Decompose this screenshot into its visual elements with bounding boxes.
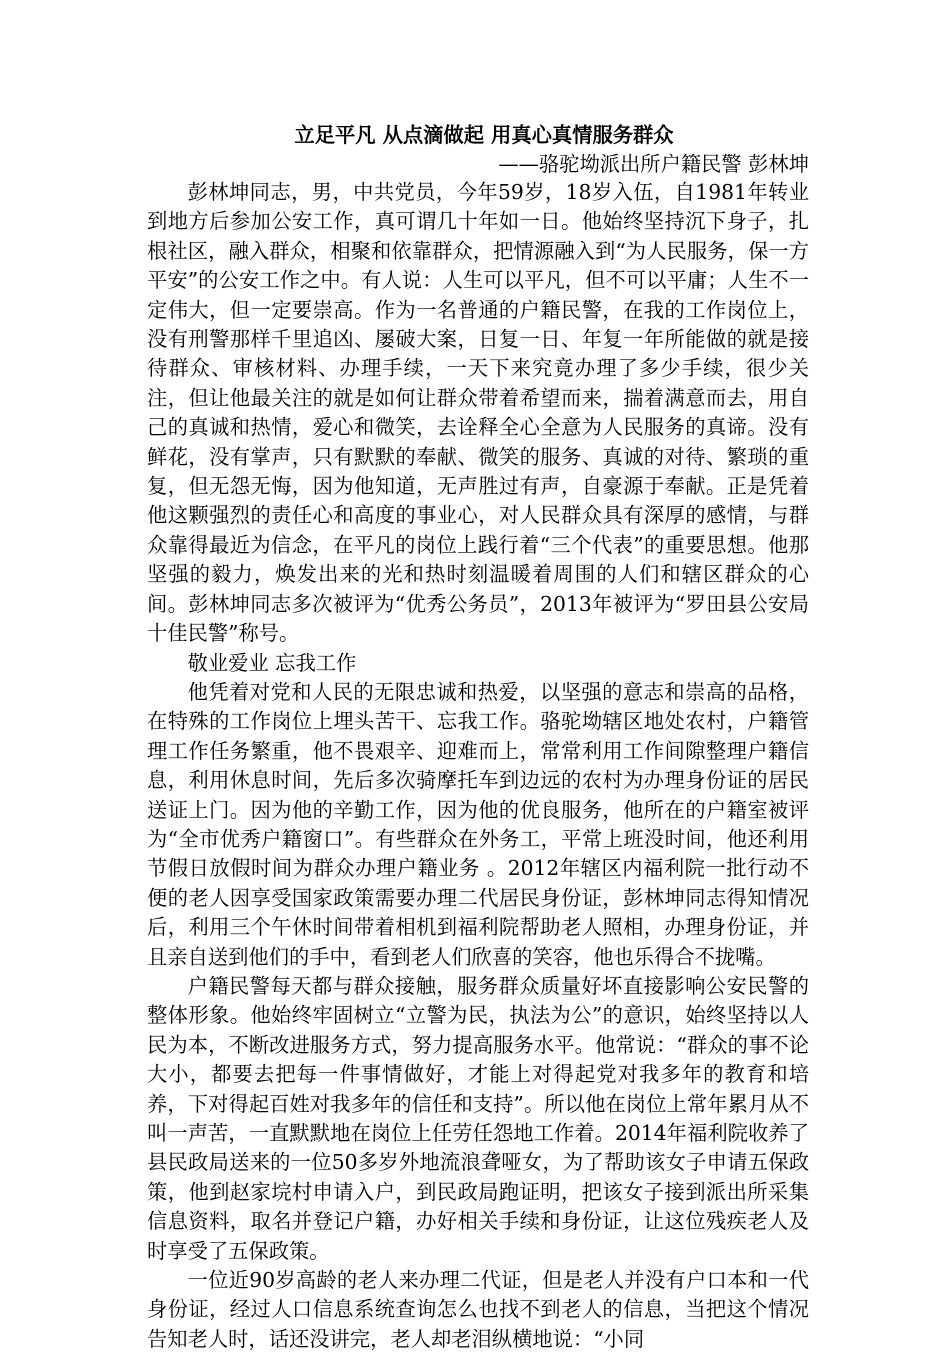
- document-title: 立足平凡 从点滴做起 用真心真情服务群众: [294, 123, 674, 147]
- section-paragraph-3: 一位近90岁高龄的老人来办理二代证，但是老人并没有户口本和一代身份证，经过人口信息系统查询怎么也找不到老人的信息，当把这个情况告知老人时，话还没讲完，老人却老泪纵横地说：“小同: [147, 1268, 809, 1351]
- author-byline: ——骆驼坳派出所户籍民警 彭林坤: [498, 152, 809, 176]
- section-paragraph-2: 户籍民警每天都与群众接触，服务群众质量好坏直接影响公安民警的整体形象。他始终牢固树立“立警为民，执法为公”的意识，始终坚持以人民为本，不断改进服务方式，努力提高服务水平。他常说：“群众的事不论大小，都要去把每一件事情做好，才能上对得起党对我多年的教育和培养，下对得起百姓对我多年的信任和支持”。所以他在岗位上常年累月从不叫一声苦，一直默默地在岗位上任劳任怨地工作着。2014年福利院收养了县民政局送来的一位50多岁外地流浪聋哑女，为了帮助该女子申请五保政策，他到赵家垸村申请入户，到民政局跑证明，把该女子接到派出所采集信息资料，取名并登记户籍，办好相关手续和身份证，让这位残疾老人及时享受了五保政策。: [147, 973, 809, 1263]
- section-heading: 敬业爱业 忘我工作: [187, 650, 357, 675]
- section-paragraph-1: 他凭着对党和人民的无限忠诚和热爱，以坚强的意志和崇高的品格，在特殊的工作岗位上埋头苦干、忘我工作。骆驼坳辖区地处农村，户籍管理工作任务繁重，他不畏艰辛、迎难而上，常常利用工作间隙整理户籍信息，利用休息时间，先后多次骑摩托车到边远的农村为办理身份证的居民送证上门。因为他的辛勤工作，因为他的优良服务，他所在的户籍室被评为“全市优秀户籍窗口”。有些群众在外务工，平常上班没时间，他还利用节假日放假时间为群众办理户籍业务 。2012年辖区内福利院一批行动不便的老人因享受国家政策需要办理二代居民身份证，彭林坤同志得知情况后，利用三个午休时间带着相机到福利院帮助老人照相，办理身份证，并且亲自送到他们的手中，看到老人们欣喜的笑容，他也乐得合不拢嘴。: [147, 679, 809, 969]
- document-page: [147, 120, 809, 1354]
- intro-paragraph: 彭林坤同志，男，中共党员，今年59岁，18岁入伍，自1981年转业到地方后参加公安工作，真可谓几十年如一日。他始终坚持沉下身子，扎根社区，融入群众，相聚和依靠群众，把情源融入到“为人民服务，保一方平安”的公安工作之中。有人说：人生可以平凡，但不可以平庸；人生不一定伟大，但一定要崇高。作为一名普通的户籍民警，在我的工作岗位上，没有刑警那样千里追凶、屡破大案，日复一日、年复一年所能做的就是接待群众、审核材料、办理手续，一天下来究竟办理了多少手续，很少关注，但让他最关注的就是如何让群众带着希望而来，揣着满意而去，用自己的真诚和热情，爱心和微笑，去诠释全心全意为人民服务的真谛。没有鲜花，没有掌声，只有默默的奉献、微笑的服务、真诚的对待、繁琐的重复，但无怨无悔，因为他知道，无声胜过有声，自豪源于奉献。正是凭着他这颗强烈的责任心和高度的事业心，对人民群众具有深厚的感情，与群众靠得最近为信念，在平凡的岗位上践行着“三个代表”的重要思想。他那坚强的毅力，焕发出来的光和热时刻温暖着周围的人们和辖区群众的心间。彭林坤同志多次被评为“优秀公务员”，2013年被评为“罗田县公安局十佳民警”称号。: [147, 180, 809, 646]
